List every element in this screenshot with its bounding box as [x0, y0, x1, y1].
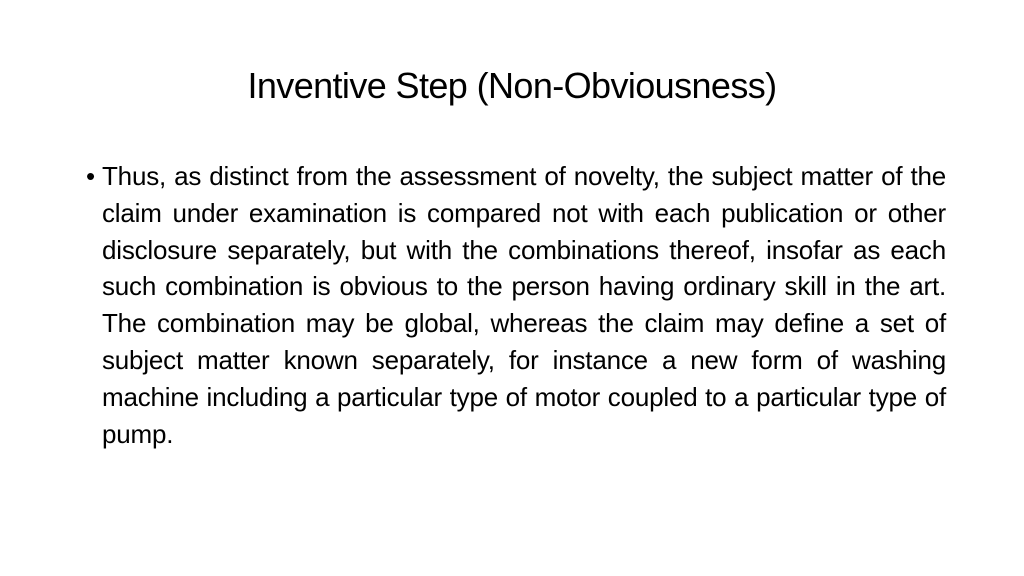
bullet-marker: •: [86, 161, 95, 191]
slide-title: Inventive Step (Non-Obviousness): [247, 65, 777, 106]
bullet-list: [86, 158, 946, 452]
bullet-item: [86, 158, 946, 452]
bullet-text: Thus, as distinct from the assessment of novelty, the subject matter of the claim under examination is compared not with each publication or other disclosure separately, but with the combinations thereof, insofar as each such combination is obvious to the person having ordinary skill in the art. The combination may be global, whereas the claim may define a set of subject matter known separately, for instance a new form of washing machine including a particular type of motor coupled to a particular type of pump.: [102, 161, 946, 449]
